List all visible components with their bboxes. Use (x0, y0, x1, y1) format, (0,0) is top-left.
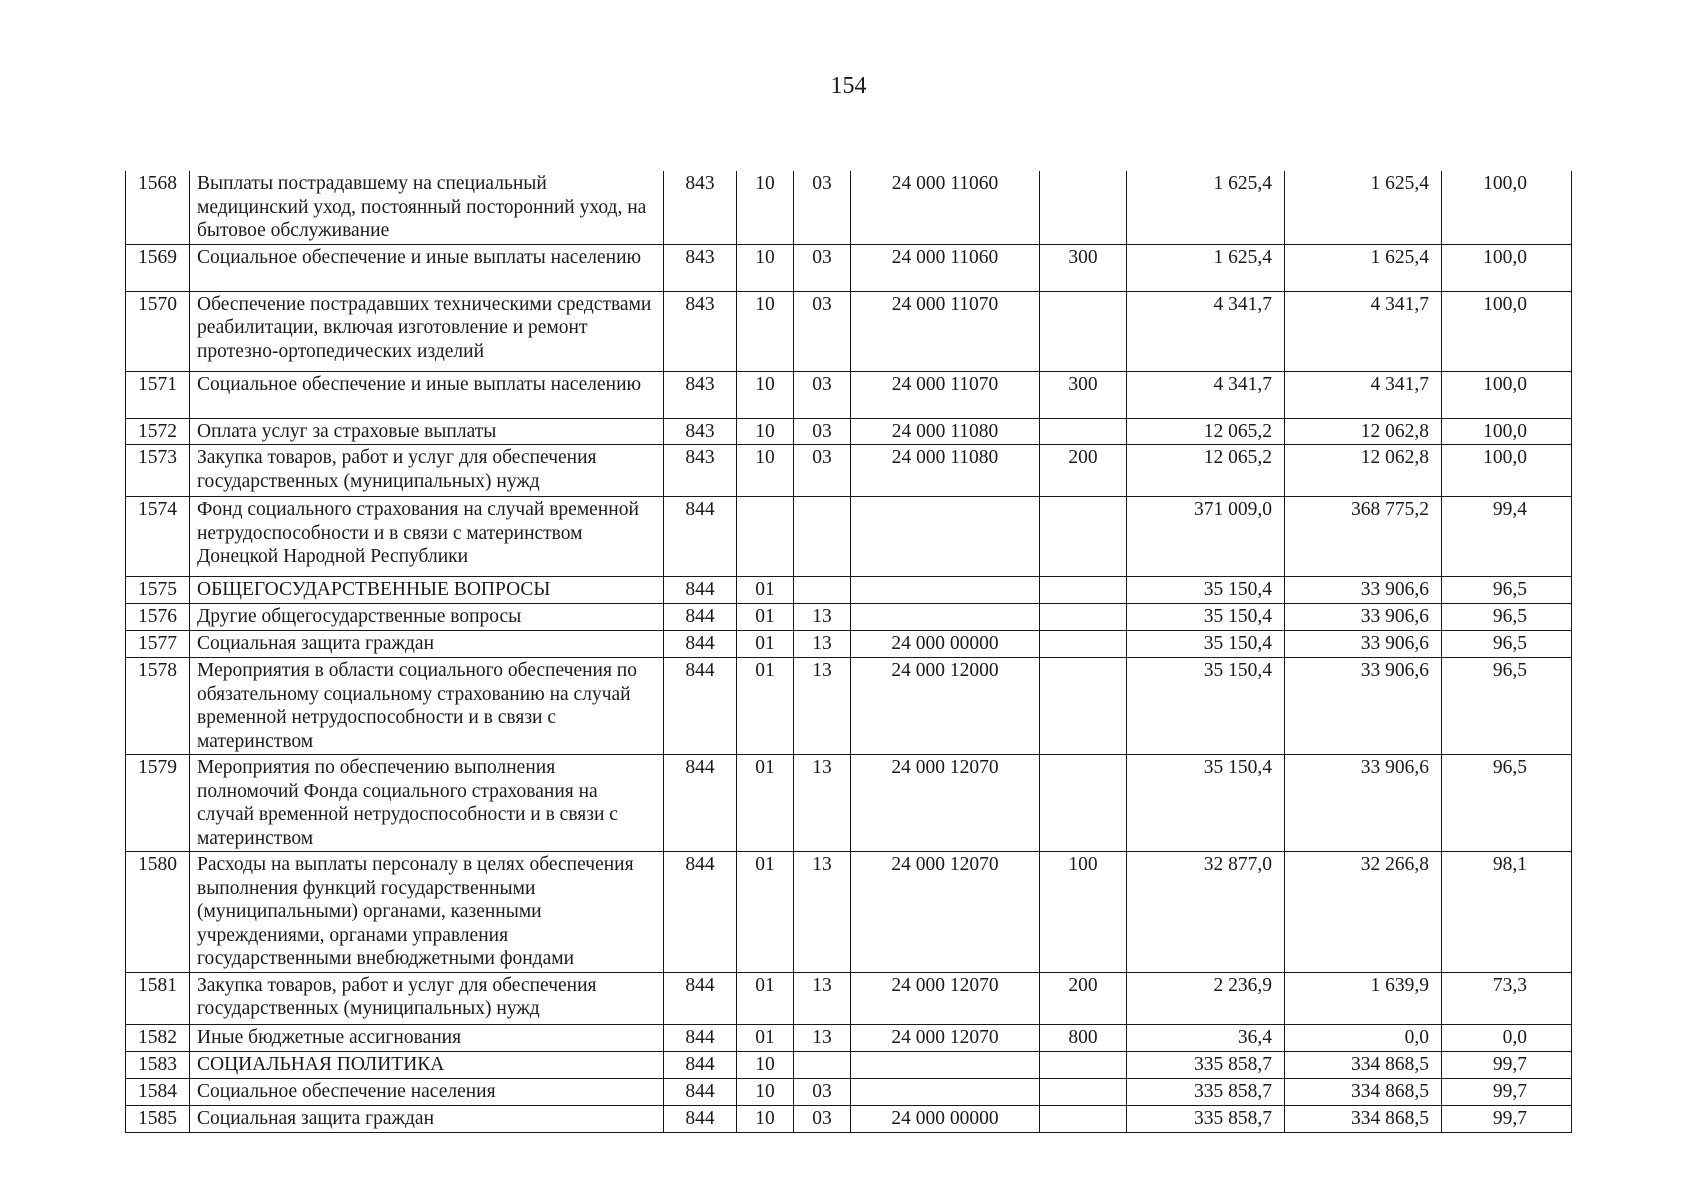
target-article-code: 24 000 11060 (851, 244, 1040, 291)
subsection-code: 13 (794, 852, 851, 973)
row-number: 1571 (126, 371, 190, 418)
target-article-code (851, 604, 1040, 631)
expense-name: Иные бюджетные ассигнования (190, 1024, 664, 1051)
actual-amount: 4 341,7 (1285, 371, 1442, 418)
planned-amount: 36,4 (1127, 1024, 1285, 1051)
row-number: 1579 (126, 755, 190, 852)
expense-name: Мероприятия по обеспечению выполнения полномочий Фонда социального страхования на случай временной нетрудоспособности и в связи с материнством (190, 755, 664, 852)
execution-percent: 96,5 (1442, 631, 1572, 658)
planned-amount: 335 858,7 (1127, 1051, 1285, 1078)
subsection-code: 03 (794, 171, 851, 244)
expense-type-code (1040, 1051, 1127, 1078)
actual-amount: 33 906,6 (1285, 577, 1442, 604)
row-number: 1569 (126, 244, 190, 291)
section-code: 10 (737, 291, 794, 371)
ministry-code: 844 (664, 1051, 737, 1078)
execution-percent: 100,0 (1442, 171, 1572, 244)
table-row (126, 852, 1572, 973)
ministry-code: 843 (664, 244, 737, 291)
execution-percent: 0,0 (1442, 1024, 1572, 1051)
expense-type-code (1040, 1078, 1127, 1105)
ministry-code: 844 (664, 852, 737, 973)
execution-percent: 96,5 (1442, 577, 1572, 604)
expense-type-code (1040, 497, 1127, 577)
planned-amount: 1 625,4 (1127, 171, 1285, 244)
expense-name: Выплаты пострадавшему на специальный медицинский уход, постоянный посторонний уход, на бытовое обслуживание (190, 171, 664, 244)
table-row (126, 577, 1572, 604)
execution-percent: 96,5 (1442, 604, 1572, 631)
planned-amount: 12 065,2 (1127, 445, 1285, 497)
expense-type-code (1040, 1105, 1127, 1132)
section-code: 01 (737, 972, 794, 1024)
ministry-code: 844 (664, 604, 737, 631)
expense-name: Расходы на выплаты персоналу в целях обеспечения выполнения функций государственными (муниципальными) органами, казенными учреждениями, органами управления государственными внебюджетными фондами (190, 852, 664, 973)
expense-name: Мероприятия в области социального обеспечения по обязательному социальному страхованию на случай временной нетрудоспособности и в связи с материнством (190, 658, 664, 755)
section-code: 10 (737, 1078, 794, 1105)
target-article-code: 24 000 12000 (851, 658, 1040, 755)
ministry-code: 844 (664, 631, 737, 658)
subsection-code: 03 (794, 445, 851, 497)
section-code: 10 (737, 445, 794, 497)
table-row (126, 1078, 1572, 1105)
expense-name: Закупка товаров, работ и услуг для обеспечения государственных (муниципальных) нужд (190, 445, 664, 497)
expense-name: Фонд социального страхования на случай временной нетрудоспособности и в связи с материнством Донецкой Народной Республики (190, 497, 664, 577)
execution-percent: 98,1 (1442, 852, 1572, 973)
expense-name: Другие общегосударственные вопросы (190, 604, 664, 631)
row-number: 1572 (126, 418, 190, 445)
subsection-code: 03 (794, 1078, 851, 1105)
target-article-code: 24 000 11080 (851, 418, 1040, 445)
execution-percent: 99,7 (1442, 1078, 1572, 1105)
subsection-code: 03 (794, 418, 851, 445)
planned-amount: 35 150,4 (1127, 604, 1285, 631)
row-number: 1568 (126, 171, 190, 244)
table-row (126, 497, 1572, 577)
planned-amount: 35 150,4 (1127, 577, 1285, 604)
expense-name: Социальная защита граждан (190, 1105, 664, 1132)
row-number: 1577 (126, 631, 190, 658)
execution-percent: 96,5 (1442, 755, 1572, 852)
ministry-code: 843 (664, 418, 737, 445)
row-number: 1584 (126, 1078, 190, 1105)
execution-percent: 100,0 (1442, 291, 1572, 371)
execution-percent: 100,0 (1442, 445, 1572, 497)
actual-amount: 368 775,2 (1285, 497, 1442, 577)
execution-percent: 96,5 (1442, 658, 1572, 755)
expense-type-code (1040, 418, 1127, 445)
expense-type-code (1040, 631, 1127, 658)
table-body (126, 171, 1572, 1132)
ministry-code: 844 (664, 577, 737, 604)
expense-type-code: 200 (1040, 972, 1127, 1024)
table-row (126, 171, 1572, 244)
table-row (126, 1105, 1572, 1132)
row-number: 1574 (126, 497, 190, 577)
ministry-code: 844 (664, 497, 737, 577)
execution-percent: 73,3 (1442, 972, 1572, 1024)
section-code: 10 (737, 371, 794, 418)
expense-name: Оплата услуг за страховые выплаты (190, 418, 664, 445)
subsection-code: 13 (794, 658, 851, 755)
expense-type-code (1040, 755, 1127, 852)
target-article-code: 24 000 11070 (851, 371, 1040, 418)
ministry-code: 843 (664, 445, 737, 497)
ministry-code: 844 (664, 1024, 737, 1051)
expense-type-code (1040, 291, 1127, 371)
expense-type-code: 300 (1040, 371, 1127, 418)
execution-percent: 99,4 (1442, 497, 1572, 577)
target-article-code: 24 000 11080 (851, 445, 1040, 497)
execution-percent: 100,0 (1442, 418, 1572, 445)
target-article-code (851, 1051, 1040, 1078)
planned-amount: 4 341,7 (1127, 291, 1285, 371)
section-code: 10 (737, 1051, 794, 1078)
ministry-code: 844 (664, 658, 737, 755)
subsection-code: 03 (794, 1105, 851, 1132)
row-number: 1581 (126, 972, 190, 1024)
table-row (126, 658, 1572, 755)
table-row (126, 244, 1572, 291)
actual-amount: 1 639,9 (1285, 972, 1442, 1024)
execution-percent: 100,0 (1442, 371, 1572, 418)
row-number: 1578 (126, 658, 190, 755)
actual-amount: 33 906,6 (1285, 755, 1442, 852)
planned-amount: 2 236,9 (1127, 972, 1285, 1024)
actual-amount: 0,0 (1285, 1024, 1442, 1051)
table-row (126, 755, 1572, 852)
section-code: 10 (737, 171, 794, 244)
execution-percent: 99,7 (1442, 1051, 1572, 1078)
table-row (126, 1024, 1572, 1051)
execution-percent: 99,7 (1442, 1105, 1572, 1132)
section-code (737, 497, 794, 577)
table-row (126, 418, 1572, 445)
planned-amount: 35 150,4 (1127, 755, 1285, 852)
section-code: 10 (737, 418, 794, 445)
expense-type-code (1040, 604, 1127, 631)
expense-type-code: 300 (1040, 244, 1127, 291)
target-article-code: 24 000 11070 (851, 291, 1040, 371)
row-number: 1570 (126, 291, 190, 371)
actual-amount: 33 906,6 (1285, 658, 1442, 755)
section-code: 01 (737, 577, 794, 604)
expense-type-code: 800 (1040, 1024, 1127, 1051)
actual-amount: 33 906,6 (1285, 604, 1442, 631)
planned-amount: 35 150,4 (1127, 631, 1285, 658)
row-number: 1583 (126, 1051, 190, 1078)
planned-amount: 4 341,7 (1127, 371, 1285, 418)
table-row (126, 631, 1572, 658)
ministry-code: 844 (664, 1078, 737, 1105)
subsection-code: 03 (794, 244, 851, 291)
table-row (126, 604, 1572, 631)
subsection-code: 13 (794, 972, 851, 1024)
planned-amount: 35 150,4 (1127, 658, 1285, 755)
planned-amount: 12 065,2 (1127, 418, 1285, 445)
section-code: 10 (737, 1105, 794, 1132)
expense-name: ОБЩЕГОСУДАРСТВЕННЫЕ ВОПРОСЫ (190, 577, 664, 604)
subsection-code: 13 (794, 604, 851, 631)
target-article-code: 24 000 00000 (851, 631, 1040, 658)
row-number: 1585 (126, 1105, 190, 1132)
actual-amount: 1 625,4 (1285, 171, 1442, 244)
ministry-code: 843 (664, 291, 737, 371)
table-row (126, 972, 1572, 1024)
target-article-code (851, 577, 1040, 604)
actual-amount: 33 906,6 (1285, 631, 1442, 658)
target-article-code: 24 000 11060 (851, 171, 1040, 244)
subsection-code: 03 (794, 291, 851, 371)
page-number: 154 (830, 73, 867, 99)
section-code: 01 (737, 658, 794, 755)
section-code: 01 (737, 852, 794, 973)
row-number: 1582 (126, 1024, 190, 1051)
subsection-code: 13 (794, 631, 851, 658)
actual-amount: 32 266,8 (1285, 852, 1442, 973)
expense-name: Социальное обеспечение и иные выплаты населению (190, 371, 664, 418)
subsection-code: 13 (794, 1024, 851, 1051)
table-row (126, 445, 1572, 497)
target-article-code (851, 497, 1040, 577)
expense-type-code (1040, 658, 1127, 755)
ministry-code: 843 (664, 171, 737, 244)
actual-amount: 12 062,8 (1285, 445, 1442, 497)
table-row (126, 291, 1572, 371)
expense-name: Обеспечение пострадавших техническими средствами реабилитации, включая изготовление и ремонт протезно-ортопедических изделий (190, 291, 664, 371)
expense-type-code: 200 (1040, 445, 1127, 497)
section-code: 01 (737, 631, 794, 658)
section-code: 01 (737, 604, 794, 631)
expense-type-code: 100 (1040, 852, 1127, 973)
section-code: 01 (737, 755, 794, 852)
row-number: 1575 (126, 577, 190, 604)
expense-name: СОЦИАЛЬНАЯ ПОЛИТИКА (190, 1051, 664, 1078)
ministry-code: 843 (664, 371, 737, 418)
target-article-code: 24 000 12070 (851, 1024, 1040, 1051)
section-code: 01 (737, 1024, 794, 1051)
subsection-code (794, 1051, 851, 1078)
actual-amount: 12 062,8 (1285, 418, 1442, 445)
section-code: 10 (737, 244, 794, 291)
expense-name: Социальная защита граждан (190, 631, 664, 658)
target-article-code (851, 1078, 1040, 1105)
planned-amount: 335 858,7 (1127, 1105, 1285, 1132)
row-number: 1576 (126, 604, 190, 631)
ministry-code: 844 (664, 1105, 737, 1132)
row-number: 1580 (126, 852, 190, 973)
actual-amount: 334 868,5 (1285, 1078, 1442, 1105)
row-number: 1573 (126, 445, 190, 497)
subsection-code (794, 497, 851, 577)
budget-table (125, 171, 1572, 1133)
actual-amount: 334 868,5 (1285, 1051, 1442, 1078)
planned-amount: 32 877,0 (1127, 852, 1285, 973)
ministry-code: 844 (664, 755, 737, 852)
expense-type-code (1040, 577, 1127, 604)
table-row (126, 1051, 1572, 1078)
target-article-code: 24 000 12070 (851, 755, 1040, 852)
planned-amount: 371 009,0 (1127, 497, 1285, 577)
planned-amount: 335 858,7 (1127, 1078, 1285, 1105)
subsection-code: 13 (794, 755, 851, 852)
actual-amount: 4 341,7 (1285, 291, 1442, 371)
expense-type-code (1040, 171, 1127, 244)
target-article-code: 24 000 12070 (851, 852, 1040, 973)
expense-name: Закупка товаров, работ и услуг для обеспечения государственных (муниципальных) нужд (190, 972, 664, 1024)
actual-amount: 1 625,4 (1285, 244, 1442, 291)
expense-name: Социальное обеспечение населения (190, 1078, 664, 1105)
target-article-code: 24 000 00000 (851, 1105, 1040, 1132)
ministry-code: 844 (664, 972, 737, 1024)
subsection-code (794, 577, 851, 604)
planned-amount: 1 625,4 (1127, 244, 1285, 291)
actual-amount: 334 868,5 (1285, 1105, 1442, 1132)
expense-name: Социальное обеспечение и иные выплаты населению (190, 244, 664, 291)
execution-percent: 100,0 (1442, 244, 1572, 291)
subsection-code: 03 (794, 371, 851, 418)
target-article-code: 24 000 12070 (851, 972, 1040, 1024)
table-row (126, 371, 1572, 418)
